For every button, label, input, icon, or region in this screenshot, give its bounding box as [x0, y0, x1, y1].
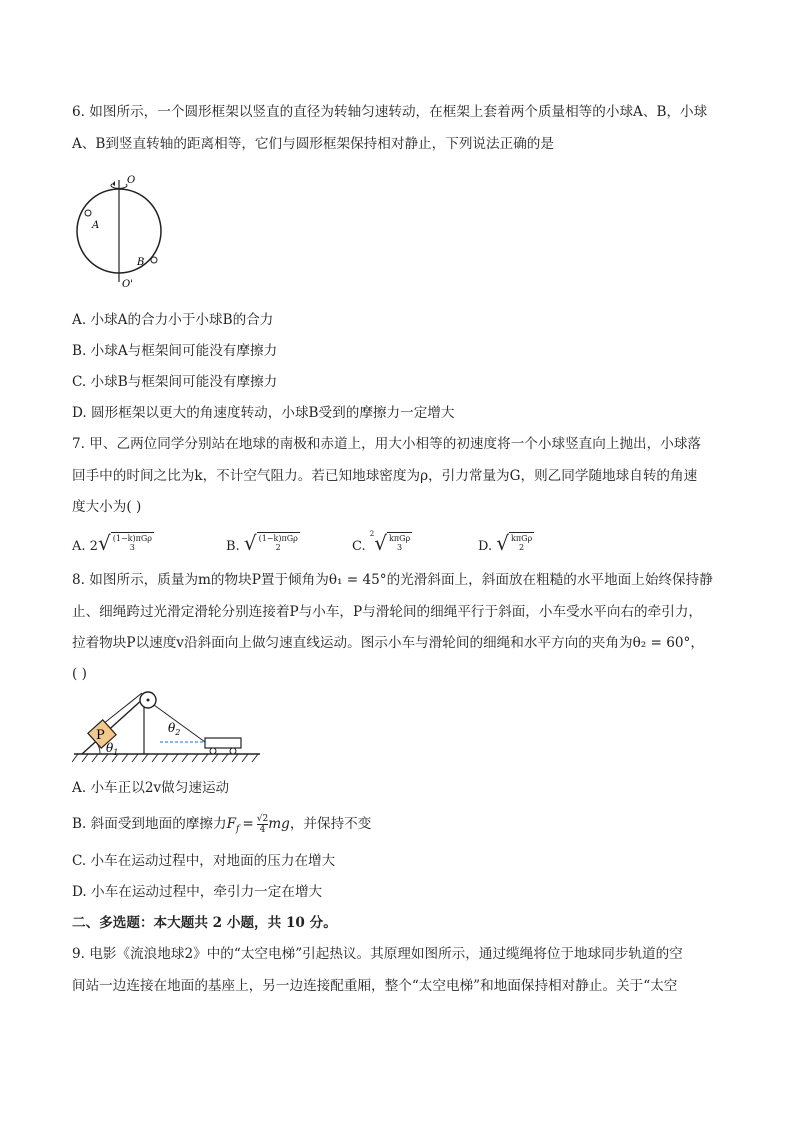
fraction: [257, 814, 268, 835]
option-b-text: B. 斜面受到地面的摩擦力: [72, 816, 227, 832]
q8-stem-line-2: 止、细绳跨过光滑定滑轮分别连接着P与小车，P与滑轮间的细绳平行于斜面，小车受水平向右的牵引力，: [72, 604, 703, 620]
arrowhead-icon: [112, 181, 115, 186]
denominator: 2: [275, 543, 281, 552]
sqrt-icon: √: [97, 531, 111, 555]
sqrt-expression: [374, 531, 412, 555]
fraction-denominator: 4: [259, 825, 266, 835]
q8-stem-line-4: ( ): [72, 666, 87, 682]
sqrt-icon: √: [374, 531, 387, 555]
friction-symbol: F: [226, 816, 237, 832]
pulley-axle: [147, 699, 150, 702]
q6-rotating-ring-figure: [70, 170, 170, 292]
root-index: 2: [369, 530, 375, 538]
q9-stem-line-1: 9. 电影《流浪地球2》中的“太空电梯”引起热议。其原理如图所示，通过缆绳将位于地球同步轨道的空: [72, 946, 683, 962]
q7-stem-line-3: 度大小为( ): [72, 499, 142, 515]
ball-b: [151, 257, 157, 263]
sqrt-expression: [97, 531, 154, 555]
q8-option-a: A. 小车正以2v做匀速运动: [72, 780, 230, 796]
numerator: (1−k)πGρ: [112, 534, 152, 543]
q8-stem-line-3: 拉着物块P以速度v沿斜面向上做匀速直线运动。图示小车与滑轮间的细绳和水平方向的夹角为θ₂ = 60°，: [72, 635, 704, 651]
cart-wheel-right: [230, 748, 236, 754]
q8-incline-pulley-figure: [72, 690, 262, 770]
q6-option-b: B. 小球A与框架间可能没有摩擦力: [72, 343, 278, 359]
sqrt-icon: √: [243, 531, 257, 555]
label-o-top: O: [127, 175, 136, 186]
option-label: A.: [72, 539, 86, 554]
q7-stem-line-1: 7. 甲、乙两位同学分别站在地球的南极和赤道上，用大小相等的初速度将一个小球竖直向上抛出，小球落: [72, 436, 702, 452]
label-a: A: [92, 220, 100, 231]
block-p-label: P: [96, 728, 105, 743]
theta1-label: $\theta_1$: [106, 741, 119, 757]
denominator: 3: [129, 543, 135, 552]
numerator: kπGρ: [388, 534, 411, 543]
q7-option-b: [226, 532, 300, 557]
option-label: D.: [478, 539, 493, 554]
sqrt-expression: [496, 531, 534, 555]
friction-subscript: f: [236, 824, 240, 835]
q8-option-d: D. 小车在运动过程中，牵引力一定在增大: [72, 884, 323, 900]
q7-stem-line-2: 回手中的时间之比为k，不计空气阻力。若已知地球密度为ρ，引力常量为G，则乙同学随地球自转的角速: [72, 468, 698, 484]
label-b: B: [137, 257, 145, 268]
section-2-heading: 二、多选题：本大题共 2 小题，共 10 分。: [72, 915, 337, 931]
q7-option-c: [352, 532, 412, 557]
label-o-bottom: O': [122, 279, 133, 290]
q6-option-a: A. 小球A的合力小于小球B的合力: [72, 312, 274, 328]
ground-hatching: [72, 754, 258, 762]
denominator: 2: [519, 543, 525, 552]
q7-option-a: [72, 532, 154, 557]
theta2-label: $\theta_2$: [168, 721, 181, 737]
numerator: (1−k)πGρ: [258, 534, 298, 543]
q8-stem-line-1: 8. 如图所示，质量为m的物块P置于倾角为θ₁ = 45°的光滑斜面上，斜面放在粗糙的水平地面上始终保持静: [72, 572, 713, 588]
q7-option-d: [478, 532, 534, 557]
sqrt-expression: [243, 531, 300, 555]
fraction-numerator: √2: [256, 814, 269, 824]
q9-stem-line-2: 间站一边连接在地面的基座上，另一边连接配重厢，整个“太空电梯”和地面保持相对静止。关于“太空: [72, 978, 678, 994]
option-b-tail: ，并保持不变: [289, 816, 372, 832]
cart-body: [205, 738, 241, 748]
denominator: 3: [397, 543, 403, 552]
q6-option-d: D. 圆形框架以更大的角速度转动，小球B受到的摩擦力一定增大: [72, 405, 455, 421]
q6-stem-line-1: 6. 如图所示，一个圆形框架以竖直的直径为转轴匀速转动，在框架上套着两个质量相等的小球A、B，小球: [72, 104, 708, 120]
equals-sign: =: [242, 816, 254, 832]
q8-option-c: C. 小车在运动过程中，对地面的压力在增大: [72, 853, 336, 869]
option-label: C.: [352, 539, 366, 554]
ball-a: [85, 210, 91, 216]
q6-stem-line-2: A、B到竖直转轴的距离相等，它们与圆形框架保持相对静止，下列说法正确的是: [72, 136, 554, 152]
cart-wheel-left: [210, 748, 216, 754]
option-label: B.: [226, 539, 240, 554]
mg-symbol: mg: [268, 816, 290, 832]
coefficient: 2: [89, 539, 98, 554]
q6-option-c: C. 小球B与框架间可能没有摩擦力: [72, 374, 278, 390]
numerator: kπGρ: [510, 534, 533, 543]
sqrt-icon: √: [496, 531, 509, 555]
q8-option-b: [72, 814, 371, 840]
